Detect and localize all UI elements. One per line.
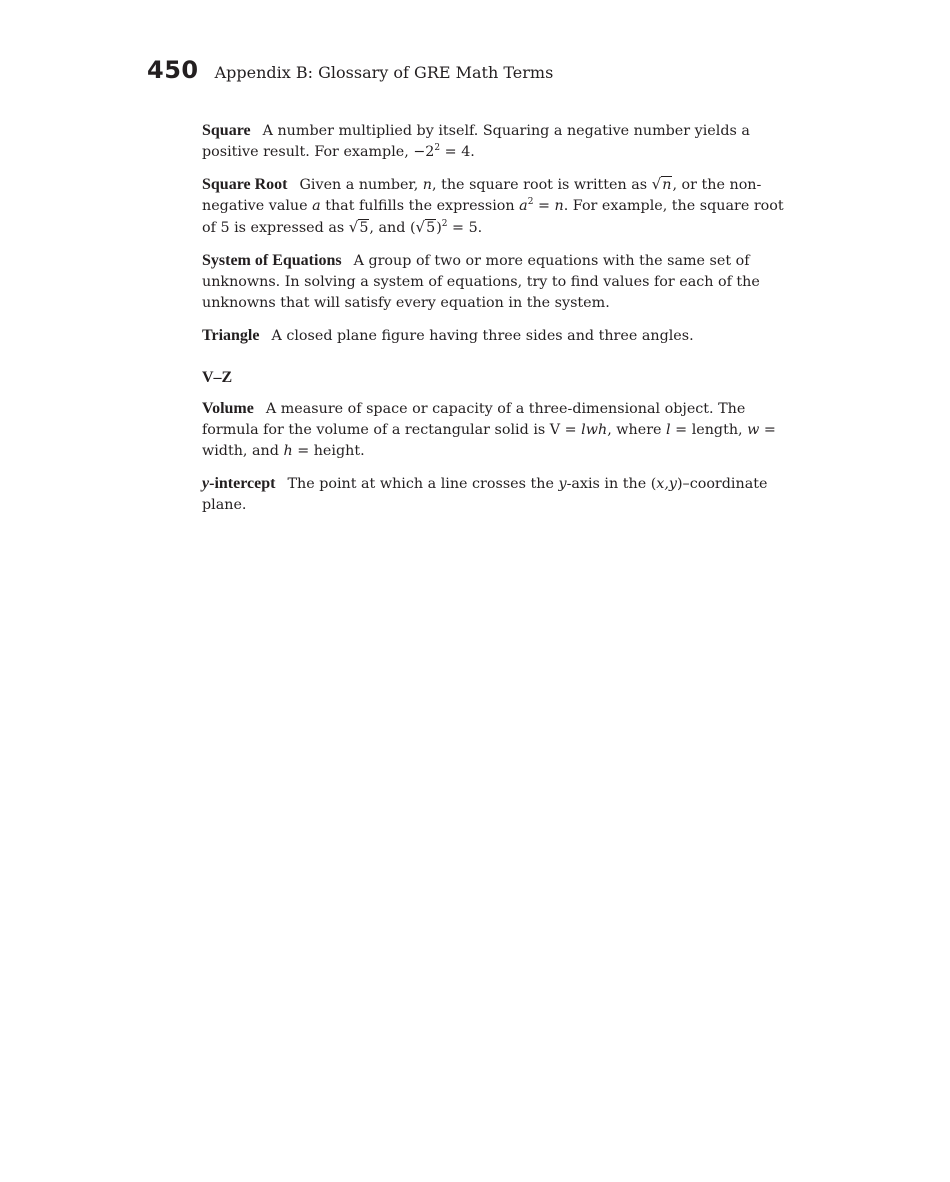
entry-square	[202, 120, 802, 163]
math-variable: l	[666, 422, 671, 438]
radical-sign: √	[651, 175, 662, 193]
definition-triangle: A closed plane figure having three sides and three angles.	[271, 328, 694, 344]
exponent: 2	[434, 143, 441, 153]
entry-system-of-equations	[202, 250, 802, 314]
term-y-intercept	[202, 475, 275, 492]
definition-text: )	[436, 220, 442, 236]
math-variable: h	[283, 443, 293, 459]
definition-text: , or the non-negative value	[202, 177, 762, 214]
radical-5	[349, 220, 370, 236]
entry-y-intercept	[202, 473, 802, 516]
definition-text: -axis in the (	[566, 476, 657, 492]
term-volume: Volume	[202, 400, 254, 417]
radical-sign: √	[348, 218, 359, 236]
page-number: 450	[147, 56, 199, 84]
radical-sign: √	[415, 218, 426, 236]
definition-square: A number multiplied by itself. Squaring a negative number yields a positive result. For example, −2	[202, 123, 750, 160]
entry-volume	[202, 398, 802, 462]
radical-n	[652, 177, 673, 193]
definition-square-end: = 4.	[440, 144, 475, 160]
definition-text: Given a number,	[299, 177, 423, 193]
definition-text: =	[533, 198, 555, 214]
math-coordinate: x,y	[656, 476, 677, 492]
definition-text: . For example, the square root of 5 is expressed as	[202, 198, 784, 236]
term-system-of-equations: System of Equations	[202, 252, 342, 269]
definition-text: = length,	[670, 422, 748, 438]
radicand: 5	[359, 220, 369, 236]
definition-text: The point at which a line crosses the	[287, 476, 559, 492]
math-formula: lwh	[581, 422, 608, 438]
exponent: 2	[441, 219, 448, 229]
definition-text: , and (	[369, 220, 416, 236]
math-variable: y	[558, 476, 567, 492]
entry-triangle	[202, 325, 802, 347]
term-triangle: Triangle	[202, 327, 260, 344]
definition-system-of-equations: A group of two or more equations with the same set of unknowns. In solving a system of equations, try to find values for each of the unknowns that will satisfy every equation in the system.	[202, 253, 760, 311]
math-variable: w	[747, 422, 760, 438]
exponent: 2	[527, 197, 534, 207]
term-y-intercept-rest: -intercept	[209, 475, 276, 492]
definition-text: = width, and	[202, 422, 776, 459]
radicand: 5	[426, 220, 436, 236]
math-variable: a	[519, 198, 528, 214]
math-variable: n	[422, 177, 433, 193]
term-square-root: Square Root	[202, 176, 288, 193]
definition-text: A measure of space or capacity of a three-dimensional object. The formula for the volume of a rectangular solid is V =	[202, 401, 746, 438]
radical-5-squared	[416, 220, 437, 236]
term-square: Square	[202, 122, 251, 139]
term-y-variable: y	[202, 475, 210, 492]
math-variable: n	[554, 198, 564, 214]
definition-text: , where	[607, 422, 667, 438]
definition-text: that fulfills the expression	[320, 198, 520, 214]
definition-text: = height.	[292, 443, 365, 459]
header-title: Appendix B: Glossary of GRE Math Terms	[214, 63, 554, 82]
radicand: n	[662, 177, 672, 193]
running-head	[147, 56, 553, 84]
glossary-content	[202, 120, 802, 527]
definition-text: = 5.	[447, 220, 483, 236]
math-variable: a	[312, 198, 321, 214]
definition-text: , the square root is written as	[432, 177, 652, 193]
entry-square-root	[202, 174, 802, 239]
definition-text: )–coordinate plane.	[202, 476, 768, 513]
section-heading-v-z: V–Z	[202, 369, 233, 386]
